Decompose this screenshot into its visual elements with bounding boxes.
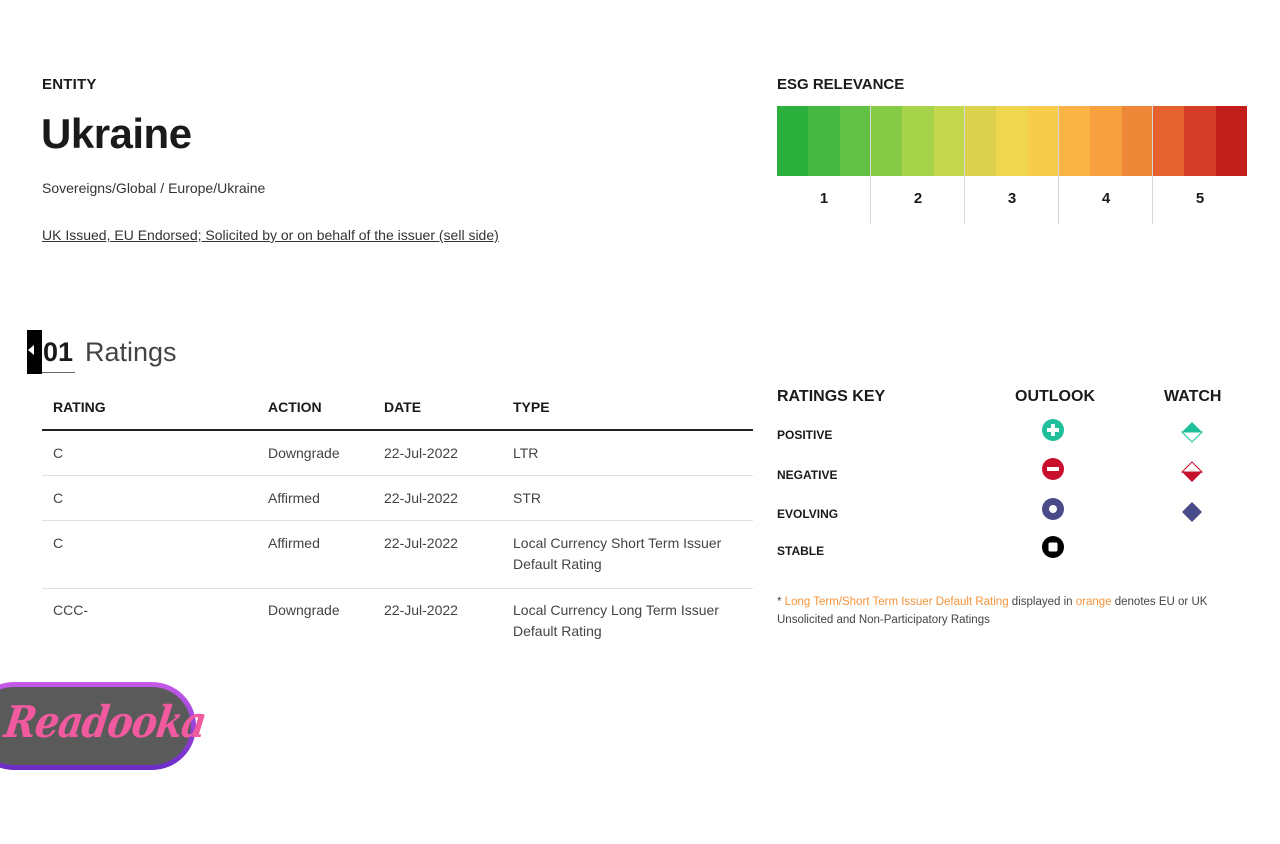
note-mid: displayed in — [1008, 596, 1076, 608]
esg-scale-segment — [1028, 106, 1059, 176]
readooka-logo — [0, 682, 210, 770]
entity-name: Ukraine — [41, 110, 192, 157]
cell-type: STR — [513, 490, 541, 506]
row-divider — [42, 520, 753, 521]
note-prefix: * — [777, 596, 785, 608]
section-title: Ratings — [85, 337, 177, 367]
note-highlight: Long Term/Short Term Issuer Default Rating — [784, 596, 1009, 608]
entity-label: ENTITY — [42, 76, 97, 93]
cell-action: Affirmed — [268, 535, 320, 551]
ratings-key-title: RATINGS KEY — [777, 388, 886, 405]
esg-scale-segment — [1153, 106, 1184, 176]
note-suffix: denotes EU or UK Unsolicited and Non-Participatory Ratings — [777, 596, 1208, 626]
cell-date: 22-Jul-2022 — [384, 445, 458, 461]
section-number: 01 — [43, 337, 74, 367]
esg-color-scale — [777, 106, 1247, 176]
cell-rating: C — [53, 535, 64, 551]
esg-scale-segment — [1216, 106, 1247, 176]
key-label-stable: STABLE — [777, 544, 825, 558]
dot-circle-icon — [1042, 498, 1064, 520]
esg-scale-2: 2 — [913, 190, 923, 207]
esg-scale-segment — [965, 106, 996, 176]
esg-scale-segment — [902, 106, 933, 176]
diamond-up-icon — [1181, 421, 1203, 443]
minus-circle-icon — [1042, 458, 1064, 480]
esg-scale-segment — [871, 106, 902, 176]
disclosure-link[interactable]: UK Issued, EU Endorsed; Solicited by or on behalf of the issuer (sell side) — [42, 227, 499, 243]
diamond-icon — [1181, 501, 1203, 523]
cell-type: Local Currency Long Term Issuer Default Rating — [513, 602, 719, 639]
esg-scale-segment — [1184, 106, 1215, 176]
diamond-down-icon — [1181, 461, 1203, 483]
esg-scale-1: 1 — [819, 190, 829, 207]
section-underline — [42, 372, 75, 373]
cell-date: 22-Jul-2022 — [384, 602, 458, 618]
column-header-date: DATE — [384, 399, 422, 415]
esg-scale-4: 4 — [1101, 190, 1111, 207]
cell-action: Downgrade — [268, 602, 340, 618]
column-header-rating: RATING — [53, 399, 106, 415]
logo-text: Readooka — [1, 695, 210, 748]
cell-rating: CCC- — [53, 602, 88, 618]
square-circle-icon — [1042, 536, 1064, 558]
esg-relevance-label: ESG RELEVANCE — [777, 76, 905, 93]
esg-scale-3: 3 — [1007, 190, 1017, 207]
esg-scale-segment — [1122, 106, 1153, 176]
row-divider — [42, 588, 753, 589]
watch-header: WATCH — [1164, 388, 1222, 405]
cell-rating: C — [53, 490, 64, 506]
column-header-action: ACTION — [268, 399, 322, 415]
key-label-evolving: EVOLVING — [777, 507, 839, 521]
cell-rating: C — [53, 445, 64, 461]
breadcrumb: Sovereigns/Global / Europe/Ukraine — [42, 180, 266, 196]
outlook-header: OUTLOOK — [1015, 388, 1095, 405]
cell-action: Downgrade — [268, 445, 340, 461]
key-label-positive: POSITIVE — [777, 428, 833, 442]
cell-type: LTR — [513, 445, 539, 461]
note-orange-word: orange — [1075, 596, 1112, 608]
esg-scale-segment — [1090, 106, 1121, 176]
plus-circle-icon — [1042, 419, 1064, 441]
cell-date: 22-Jul-2022 — [384, 490, 458, 506]
cell-type: Local Currency Short Term Issuer Default Rating — [513, 535, 722, 572]
esg-scale-segment — [808, 106, 839, 176]
cell-date: 22-Jul-2022 — [384, 535, 458, 551]
cell-action: Affirmed — [268, 490, 320, 506]
esg-scale-segment — [934, 106, 965, 176]
ratings-key-note — [777, 593, 1227, 629]
esg-scale-segment — [840, 106, 871, 176]
esg-scale-segment — [1059, 106, 1090, 176]
esg-scale-segment — [996, 106, 1027, 176]
key-label-negative: NEGATIVE — [777, 468, 838, 482]
row-divider — [42, 475, 753, 476]
esg-scale-segment — [777, 106, 808, 176]
caret-left-icon — [28, 345, 34, 355]
esg-scale-5: 5 — [1195, 190, 1205, 207]
table-header-rule — [42, 429, 753, 431]
column-header-type: TYPE — [513, 399, 550, 415]
